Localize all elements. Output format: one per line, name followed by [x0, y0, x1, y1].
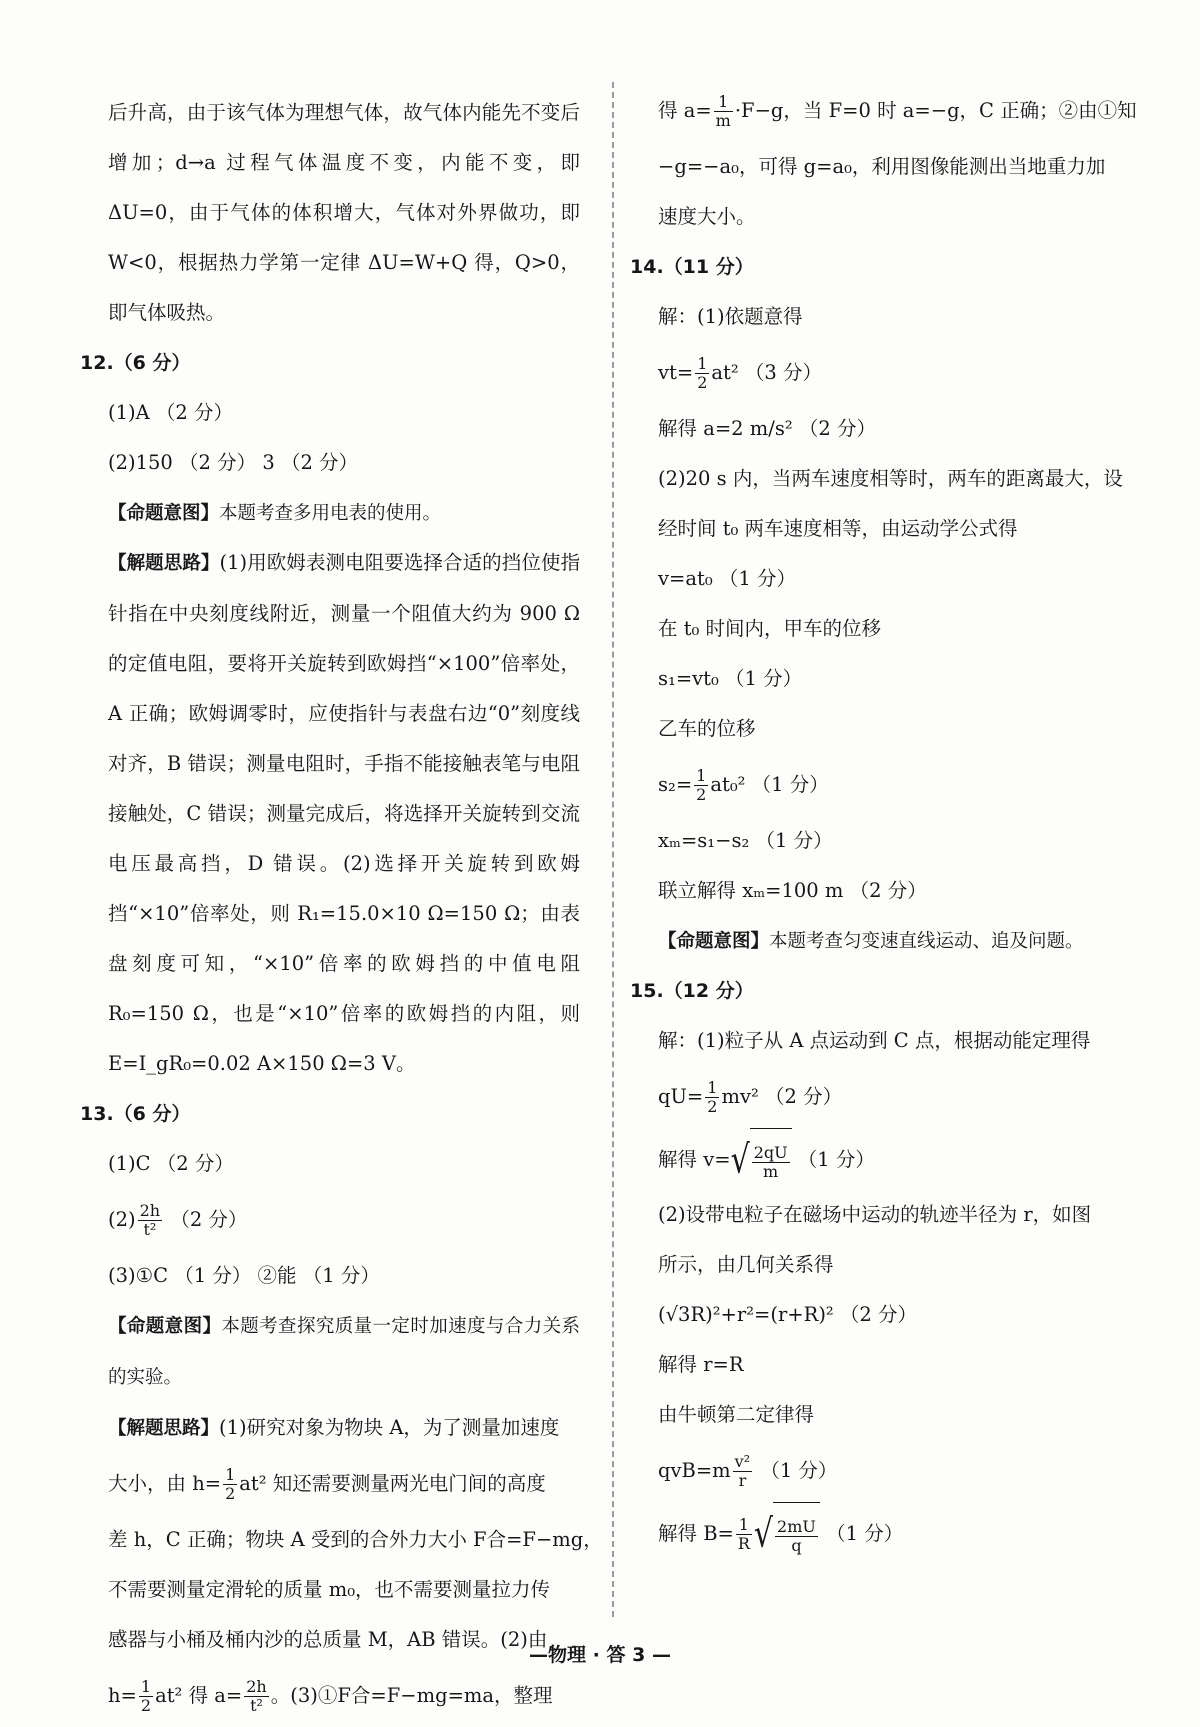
text-part: ·F−g，当 F=0 时 a=−g，C 正确；②由①知 [734, 99, 1137, 122]
text-part: 得 a= [658, 99, 712, 122]
fraction [694, 767, 708, 804]
denominator: m [715, 111, 731, 130]
fraction [138, 1202, 162, 1239]
denominator: q [791, 1536, 802, 1555]
q14-part2-line-1: (2)20 s 内，当两车速度相等时，两车的距离最大，设 [658, 467, 1123, 490]
q14-equation-4: s₁=vt₀ （1 分） [658, 667, 803, 690]
numerator: 1 [707, 1078, 718, 1097]
q13-header: 13.（6 分） [80, 1103, 191, 1125]
q14-equation-1 [658, 342, 1133, 404]
q12-answer-2: (2)150 （2 分） 3 （2 分） [108, 451, 359, 474]
q15-equation-2 [658, 1128, 1133, 1190]
intent-text: 本题考查探究质量一定时加速度与合力关系的实验。 [108, 1316, 580, 1388]
approach-tag: 【解题思路】 [108, 553, 220, 574]
right-column [630, 88, 1137, 1564]
q13-answer-1: (1)C （2 分） [108, 1152, 234, 1175]
text-part: （1 分） [826, 1522, 904, 1545]
text-part: h= [108, 1684, 137, 1707]
intent-tag: 【命题意图】 [658, 931, 770, 952]
q12-intent [108, 488, 580, 538]
intent-tag: 【命题意图】 [108, 503, 220, 524]
numerator: 2qU [753, 1143, 788, 1162]
q13-approach-line-4: 不需要测量定滑轮的质量 m₀，也不需要测量拉力传 [108, 1578, 551, 1601]
q13-continued-line-2: −g=−a₀，可得 g=a₀，利用图像能测出当地重力加 [658, 155, 1106, 178]
q15-text-3: 由牛顿第二定律得 [658, 1403, 815, 1426]
fraction [139, 1678, 153, 1715]
numerator: 1 [697, 354, 708, 373]
intent-tag: 【命题意图】 [108, 1316, 222, 1337]
radical-sign: √ [753, 1511, 774, 1557]
numerator: 1 [736, 1516, 752, 1535]
text-part: at² 得 a= [155, 1684, 243, 1707]
q14-text-4: 乙车的位移 [658, 717, 756, 740]
answer-score: （2 分） [170, 1208, 248, 1231]
radicand [773, 1502, 820, 1567]
intro-paragraph: 后升高，由于该气体为理想气体，故气体内能先不变后增加；d→a 过程气体温度不变，内能不变，即 ΔU=0，由于气体的体积增大，气体对外界做功，即 W<0，根据热力学第一定律 ΔU=W+Q 得，Q>0，即气体吸热。 [108, 101, 580, 324]
fraction [244, 1678, 268, 1715]
q12-approach [108, 538, 580, 1089]
numerator: 2h [246, 1677, 267, 1696]
fraction [223, 1466, 237, 1503]
q14-part2-line-2: 经时间 t₀ 两车速度相等，由运动学公式得 [658, 517, 1018, 540]
q12-header: 12.（6 分） [80, 352, 191, 374]
fraction [705, 1079, 719, 1116]
fraction [714, 93, 733, 130]
q15-equation-3: (√3R)²+r²=(r+R)² （2 分） [658, 1303, 918, 1326]
text-part: （1 分） [797, 1148, 875, 1171]
text-part: （1 分） [760, 1459, 838, 1482]
q13-answer-2 [108, 1189, 580, 1251]
q14-header: 14.（11 分） [630, 256, 754, 278]
text-part: 。(3)①F合=F−mg=ma，整理 [270, 1684, 553, 1707]
text-part: vt= [658, 361, 694, 384]
denominator: t² [143, 1220, 157, 1239]
q15-part2-line-2: 所示，由几何关系得 [658, 1253, 834, 1276]
numerator: v² [734, 1452, 751, 1471]
square-root [731, 1128, 792, 1193]
q14-text-3: 在 t₀ 时间内，甲车的位移 [658, 617, 882, 640]
denominator: R [737, 1534, 750, 1553]
denominator: 2 [697, 373, 708, 392]
q14-equation-5 [658, 754, 1133, 816]
fraction [695, 355, 709, 392]
text-part: s₂= [658, 773, 693, 796]
text-part: at² 知还需要测量两光电门间的高度 [239, 1472, 546, 1495]
text-part: 解得 B= [658, 1522, 734, 1545]
numerator: 1 [140, 1677, 152, 1696]
denominator: 2 [707, 1097, 718, 1116]
q15-equation-5 [658, 1440, 1133, 1502]
approach-text: (1)研究对象为物块 A，为了测量加速度 [219, 1416, 560, 1439]
page-footer: —物理 · 答 3 — [529, 1644, 671, 1666]
q14-equation-7: 联立解得 xₘ=100 m （2 分） [658, 879, 927, 902]
numerator: 2mU [777, 1517, 816, 1536]
denominator: 2 [696, 785, 707, 804]
denominator: 2 [225, 1484, 236, 1503]
text-part: mv² （2 分） [721, 1085, 843, 1108]
numerator: 1 [225, 1465, 236, 1484]
q13-approach-line-1 [108, 1403, 580, 1453]
text-part: at₀² （1 分） [710, 773, 829, 796]
q14-intent [658, 916, 1133, 966]
q14-equation-3: v=at₀ （1 分） [658, 567, 796, 590]
q15-header: 15.（12 分） [630, 980, 754, 1002]
text-part: 解得 v= [658, 1148, 731, 1171]
q15-part2-line-1: (2)设带电粒子在磁场中运动的轨迹半径为 r，如图 [658, 1203, 1092, 1226]
q15-equation-1 [658, 1066, 1133, 1128]
q15-equation-6 [658, 1502, 1133, 1564]
q13-answer-3: (3)①C （1 分） ②能 （1 分） [108, 1264, 380, 1287]
column-divider [612, 82, 614, 1617]
square-root [754, 1502, 820, 1567]
q14-equation-2: 解得 a=2 m/s² （2 分） [658, 417, 876, 440]
q13-continued-line-3: 速度大小。 [658, 205, 756, 228]
intent-text: 本题考查匀变速直线运动、追及问题。 [769, 931, 1084, 952]
q13-continued-line-1 [658, 80, 1137, 142]
q13-approach-line-6 [108, 1665, 580, 1727]
q13-approach-line-3: 差 h，C 正确；物块 A 受到的合外力大小 F合=F−mg， [108, 1528, 603, 1551]
q14-solution: 解：(1)依题意得 [658, 305, 803, 328]
approach-text: (1)用欧姆表测电阻要选择合适的挡位使指针指在中央刻度线附近，测量一个阻值大约为 900 Ω 的定值电阻，要将开关旋转到欧姆挡“×100”倍率处，A 正确；欧姆调零时，应使指针与表盘右边“0”刻度线对齐，B 错误；测量电阻时，手指不能接触表笔与电阻接触处，C 错误；测量完成后，将选择开关旋转到交流电压最高挡，D 错误。(2)选择开关旋转到欧姆挡“×10”倍率处，则 R₁=15.0×10 Ω=150 Ω；由表盘刻度可知，“×10”倍率的欧姆挡的中值电阻 R₀=150 Ω，也是“×10”倍率的欧姆挡的内阻，则 E=I_gR₀=0.02 A×150 Ω=3 V。 [108, 551, 580, 1075]
numerator: 2h [139, 1201, 161, 1220]
denominator: m [763, 1162, 779, 1181]
q13-approach-line-5: 感器与小桶及桶内沙的总质量 M，AB 错误。(2)由 [108, 1628, 548, 1651]
fraction [733, 1453, 752, 1490]
fraction [752, 1144, 790, 1181]
denominator: 2 [140, 1696, 152, 1715]
text-part: qvB=m [658, 1459, 731, 1482]
answer-prefix: (2) [108, 1208, 136, 1231]
denominator: t² [250, 1696, 263, 1715]
approach-tag: 【解题思路】 [108, 1418, 220, 1439]
text-part: 大小，由 h= [108, 1472, 222, 1495]
radical-sign: √ [730, 1137, 750, 1183]
fraction [736, 1516, 752, 1553]
q13-approach-line-2 [108, 1453, 580, 1515]
denominator: r [738, 1471, 747, 1490]
q15-solution: 解：(1)粒子从 A 点运动到 C 点，根据动能定理得 [658, 1029, 1091, 1052]
numerator: 1 [696, 766, 707, 785]
text-part: qU= [658, 1085, 704, 1108]
q12-answer-1: (1)A （2 分） [108, 401, 234, 424]
radicand [750, 1128, 792, 1193]
text-part: at² （3 分） [711, 361, 822, 384]
q14-equation-6: xₘ=s₁−s₂ （1 分） [658, 829, 833, 852]
q13-intent [108, 1301, 580, 1403]
fraction [775, 1518, 818, 1555]
intent-text: 本题考查多用电表的使用。 [219, 503, 442, 524]
q15-equation-4: 解得 r=R [658, 1353, 744, 1376]
numerator: 1 [714, 93, 733, 112]
